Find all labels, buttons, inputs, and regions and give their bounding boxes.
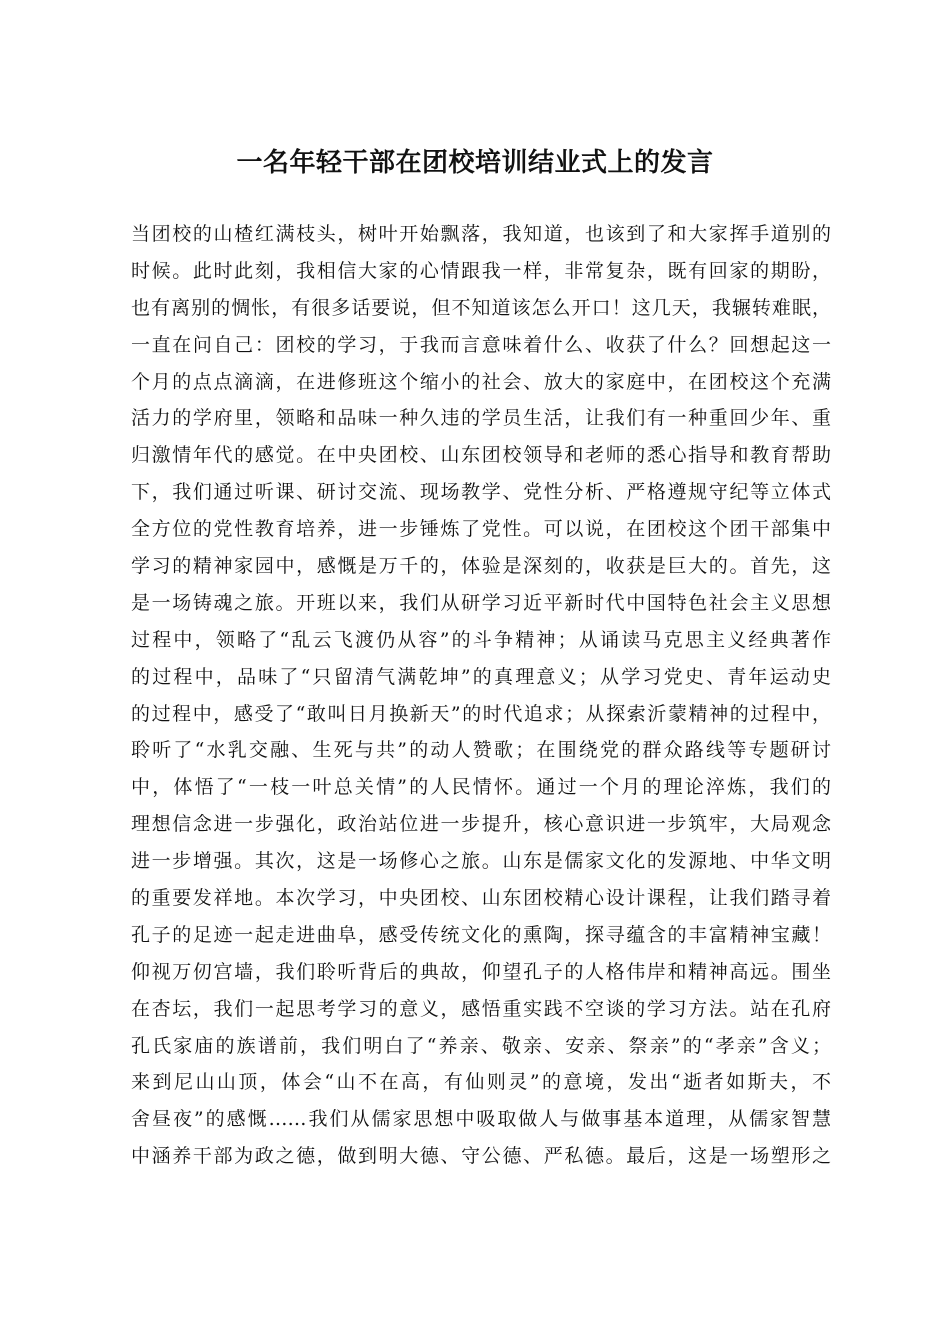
text-line: 也有离别的惆怅，有很多话要说，但不知道该怎么开口！这几天，我辗转难眠， bbox=[131, 296, 831, 319]
text-line: 学习的精神家园中，感慨是万千的，体验是深刻的，收获是巨大的。首先，这 bbox=[131, 555, 831, 578]
text-line: 舍昼夜”的感慨……我们从儒家思想中吸取做人与做事基本道理，从儒家智慧 bbox=[131, 1108, 831, 1131]
text-line: 归激情年代的感觉。在中央团校、山东团校领导和老师的悉心指导和教育帮助 bbox=[131, 444, 831, 467]
text-line: 进一步增强。其次，这是一场修心之旅。山东是儒家文化的发源地、中华文明 bbox=[131, 850, 831, 873]
text-line: 理想信念进一步强化，政治站位进一步提升，核心意识进一步筑牢，大局观念 bbox=[131, 813, 831, 836]
text-line: 孔子的足迹一起走进曲阜，感受传统文化的熏陶，探寻蕴含的丰富精神宝藏！ bbox=[131, 923, 831, 946]
text-line: 在杏坛，我们一起思考学习的意义，感悟重实践不空谈的学习方法。站在孔府 bbox=[131, 997, 831, 1020]
body-paragraph bbox=[131, 216, 831, 1175]
text-line: 的重要发祥地。本次学习，中央团校、山东团校精心设计课程，让我们踏寻着 bbox=[131, 887, 831, 910]
text-line: 下，我们通过听课、研讨交流、现场教学、党性分析、严格遵规守纪等立体式 bbox=[131, 481, 831, 504]
text-line: 来到尼山山顶，体会“山不在高，有仙则灵”的意境，发出“逝者如斯夫，不 bbox=[131, 1071, 831, 1094]
text-line: 的过程中，品味了“只留清气满乾坤”的真理意义；从学习党史、青年运动史 bbox=[131, 665, 831, 688]
text-line: 个月的点点滴滴，在进修班这个缩小的社会、放大的家庭中，在团校这个充满 bbox=[131, 370, 831, 393]
text-line: 的过程中，感受了“敢叫日月换新天”的时代追求；从探索沂蒙精神的过程中， bbox=[131, 702, 831, 725]
text-line: 中涵养干部为政之德，做到明大德、守公德、严私德。最后，这是一场塑形之 bbox=[131, 1145, 831, 1168]
text-line: 全方位的党性教育培养，进一步锤炼了党性。可以说，在团校这个团干部集中 bbox=[131, 518, 831, 541]
text-line: 当团校的山楂红满枝头，树叶开始飘落，我知道，也该到了和大家挥手道别的 bbox=[131, 223, 831, 245]
text-line: 仰视万仞宫墙，我们聆听背后的典故，仰望孔子的人格伟岸和精神高远。围坐 bbox=[131, 960, 831, 983]
text-line: 活力的学府里，领略和品味一种久违的学员生活，让我们有一种重回少年、重 bbox=[131, 407, 831, 430]
text-line: 聆听了“水乳交融、生死与共”的动人赞歌；在围绕党的群众路线等专题研讨 bbox=[131, 739, 831, 762]
document-title: 一名年轻干部在团校培训结业式上的发言 bbox=[236, 148, 714, 178]
text-line: 过程中，领略了“乱云飞渡仍从容”的斗争精神；从诵读马克思主义经典著作 bbox=[131, 628, 831, 651]
text-line: 一直在问自己：团校的学习，于我而言意味着什么、收获了什么？回想起这一 bbox=[131, 333, 831, 356]
text-line: 中，体悟了“一枝一叶总关情”的人民情怀。通过一个月的理论淬炼，我们的 bbox=[131, 776, 831, 799]
text-line: 是一场铸魂之旅。开班以来，我们从研学习近平新时代中国特色社会主义思想 bbox=[131, 591, 831, 614]
text-line: 时候。此时此刻，我相信大家的心情跟我一样，非常复杂，既有回家的期盼， bbox=[131, 259, 831, 282]
text-line: 孔氏家庙的族谱前，我们明白了“养亲、敬亲、安亲、祭亲”的“孝亲”含义； bbox=[131, 1034, 831, 1057]
